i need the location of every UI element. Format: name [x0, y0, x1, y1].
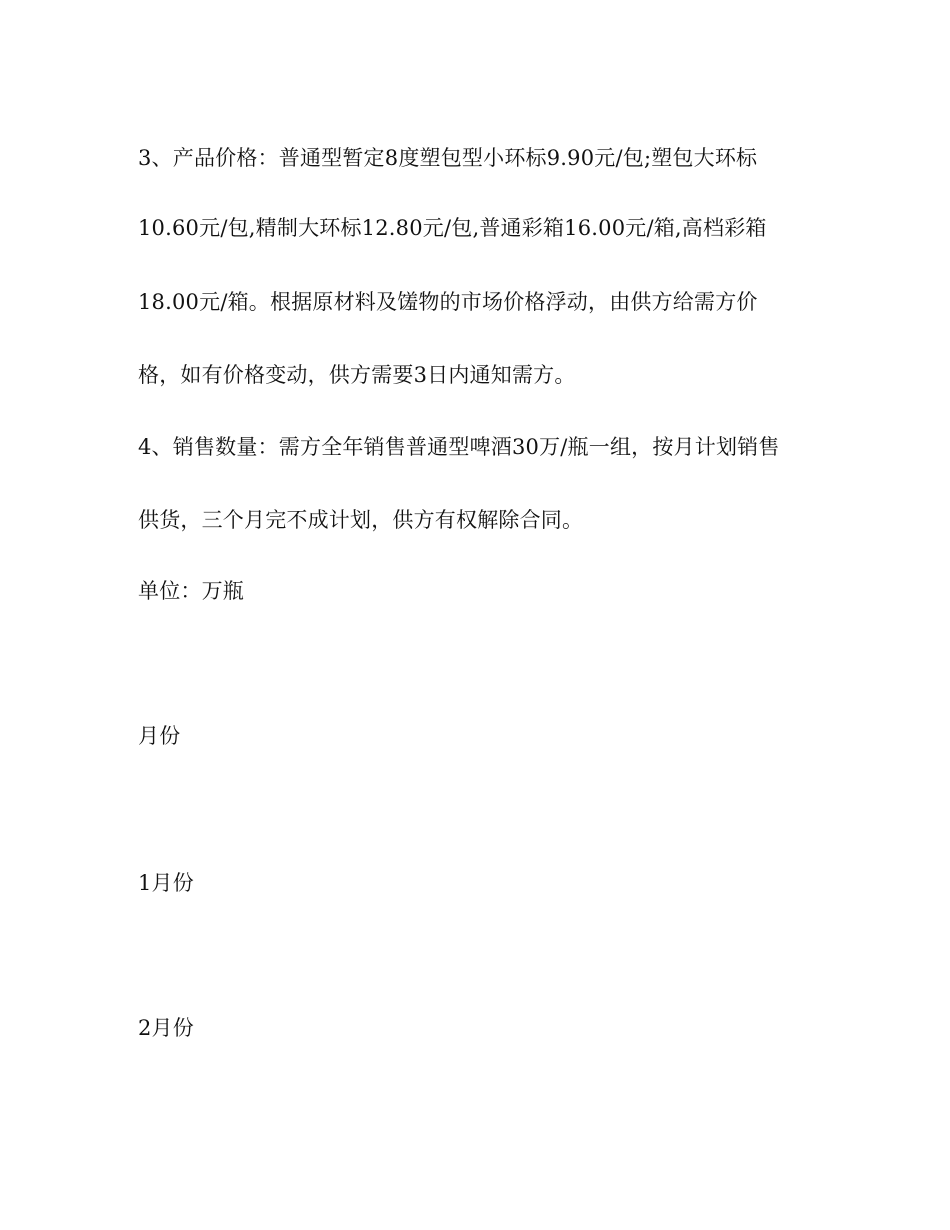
price-clause-line-4: 格，如有价格变动，供方需要3日内通知需方。	[138, 363, 576, 387]
price-clause-line-3: 18.00元/箱。根据原材料及馐物的市场价格浮动，由供方给需方价	[138, 290, 758, 314]
unit-label: 单位：万瓶	[138, 579, 244, 603]
price-clause-line-2: 10.60元/包,精制大环标12.80元/包,普通彩箱16.00元/箱,高档彩箱	[138, 216, 767, 240]
price-clause-line-1: 3、产品价格：普通型暂定8度塑包型小环标9.90元/包;塑包大环标	[138, 146, 758, 170]
quantity-clause-line-1: 4、销售数量：需方全年销售普通型啤酒30万/瓶一组，按月计划销售	[138, 435, 780, 459]
table-header-month: 月份	[138, 724, 181, 748]
quantity-clause-line-2: 供货，三个月完不成计划，供方有权解除合同。	[138, 508, 584, 532]
table-row: 1月份	[138, 871, 194, 895]
table-row: 2月份	[138, 1016, 194, 1040]
